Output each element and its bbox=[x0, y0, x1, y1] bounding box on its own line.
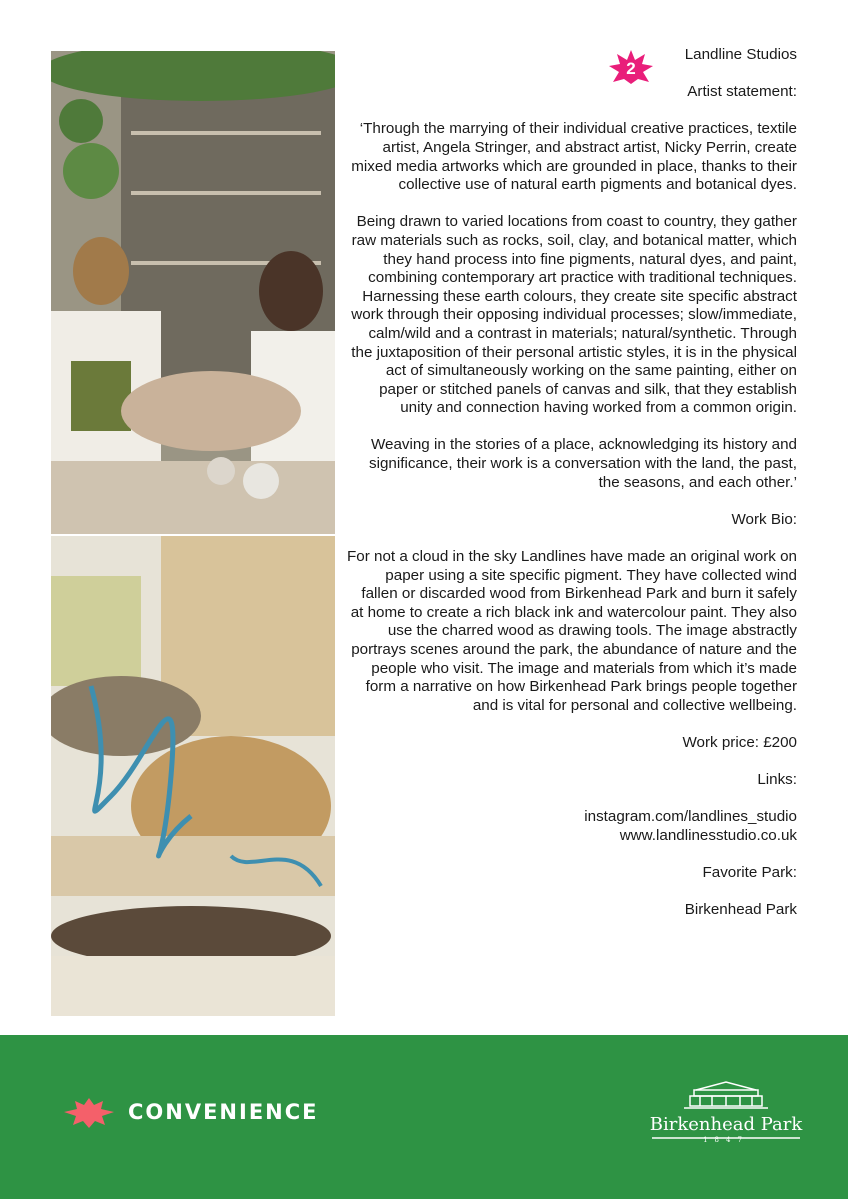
studio-name: Landline Studios bbox=[684, 46, 797, 63]
work-bio-text: For not a cloud in the sky Landlines have made an original work on paper using a site specific pigment. They have collected wind fallen or discarded wood from Birkenhead Park and burn it safely at home to create a rich black ink and watercolour paint. They also use the charred wood as drawing tools. The image abstractly portrays scenes around the park, the abundance of nature and the people who visit. The image and materials from which it’s made form a narrative on how Birkenhead Park brings people together and is vital for personal and collective wellbeing. bbox=[347, 548, 797, 714]
convenience-starburst-icon bbox=[64, 1098, 114, 1128]
website-link[interactable]: www.landlinesstudio.co.uk bbox=[619, 826, 797, 844]
statement-paragraph-2a: Being drawn to varied locations from coast to country, they gather raw materials such as rocks, soil, clay, and botanical matter, which they hand process into fine pigments, natural dyes, and paint, combining contemporary art practice with traditional techniques. bbox=[351, 213, 797, 287]
work-bio-heading: Work Bio: bbox=[731, 510, 797, 528]
convenience-brand: CONVENIENCE bbox=[128, 1100, 319, 1124]
artists-working-photo bbox=[51, 51, 335, 534]
statement-paragraph-3: Weaving in the stories of a place, acknowledging its history and significance, their work is a conversation with the land, the past, the seasons, and each other.’ bbox=[368, 436, 797, 491]
work-price: Work price: £200 bbox=[682, 733, 797, 751]
abstract-artwork-photo bbox=[51, 536, 335, 1016]
statement-paragraph-2b: Harnessing these earth colours, they create site specific abstract work through their opposing individual processes; slow/immediate, calm/wild and a contrast in materials; natural/synthetic. Through the juxtaposition of their personal artistic styles, it is in the physical act of simultaneously working on the same painting, either on paper or stitched panels of canvas and silk, that they establish unity and connection having worked from a common origin. bbox=[351, 287, 797, 417]
text-column bbox=[345, 46, 797, 939]
favorite-park-value: Birkenhead Park bbox=[684, 901, 797, 919]
instagram-link[interactable]: instagram.com/landlines_studio bbox=[584, 808, 797, 826]
favorite-park-heading: Favorite Park: bbox=[702, 864, 797, 882]
page-number: 2 bbox=[626, 59, 636, 78]
park-logo-name: Birkenhead Park bbox=[649, 1114, 803, 1135]
artists-photo-illustration bbox=[51, 51, 335, 534]
artist-statement-heading: Artist statement: bbox=[687, 83, 797, 101]
statement-paragraph-1: ‘Through the marrying of their individual creative practices, textile artist, Angela Stringer, and abstract artist, Nicky Perrin, create mixed media artworks which are grounded in place, thanks to their collective use of natural earth pigments and botanical dyes. bbox=[351, 120, 797, 194]
links-heading: Links: bbox=[757, 771, 797, 789]
park-logo-year: 1847 bbox=[703, 1136, 749, 1144]
artwork-illustration bbox=[51, 536, 335, 1016]
